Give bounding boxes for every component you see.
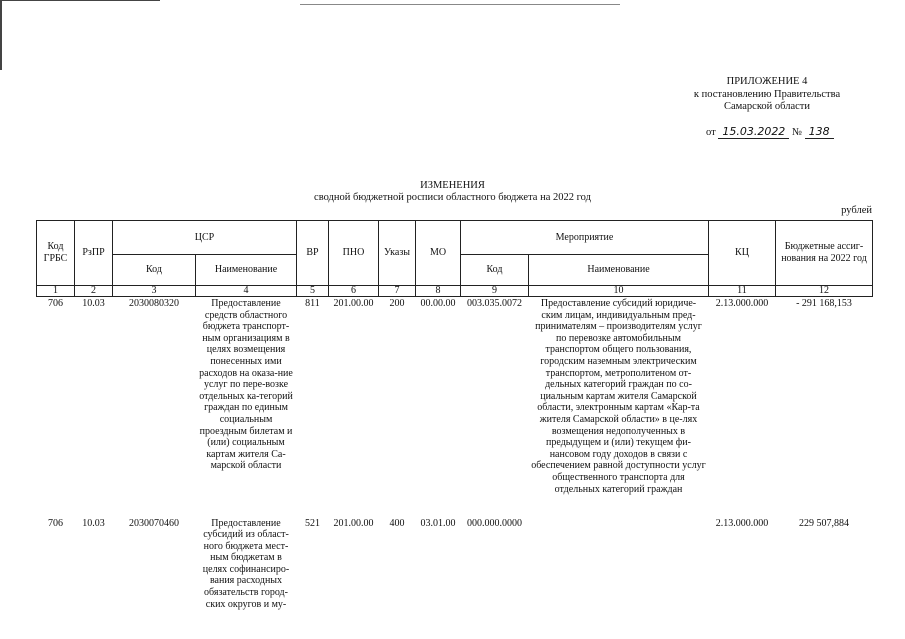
cell-amount: - 291 168,153 <box>796 298 852 309</box>
decree-number: 138 <box>805 125 834 139</box>
document-title <box>0 180 905 204</box>
header-kc: КЦ <box>709 221 776 286</box>
cell-csr-code: 2030080320 <box>129 298 179 309</box>
header-event-code: Код <box>461 255 529 286</box>
cell-csr-code: 2030070460 <box>129 517 179 529</box>
scan-edge-line <box>0 0 2 70</box>
header-csr: ЦСР <box>113 221 297 255</box>
cell-pno: 201.00.00 <box>333 517 374 529</box>
budget-changes-table <box>36 220 873 617</box>
cell-event-code: 003.035.0072 <box>467 298 522 309</box>
cell-csr-name: Предоставление средств областного бюджета транспорт-ным организациям в целях возмещения понесенных ими расходов на оказа-ние услуг по пере-возке отдельных ка-тегорий граждан по единым социальным проездным билетам и (или) социальным картам жителя Са-марской области <box>199 298 293 472</box>
cell-amount: 229 507,884 <box>799 517 849 529</box>
decree-date-line <box>706 125 834 138</box>
cell-ukazy: 200 <box>389 298 405 309</box>
cell-event-name <box>529 517 709 617</box>
column-index: 6 <box>329 286 379 297</box>
column-index: 12 <box>776 286 873 297</box>
cell-mo: 03.01.00 <box>420 517 456 529</box>
column-index: 5 <box>297 286 329 297</box>
title-heading: ИЗМЕНЕНИЯ <box>420 180 485 191</box>
scan-top-line <box>0 0 160 1</box>
title-subheading: сводной бюджетной росписи областного бюджета на 2022 год <box>314 192 591 203</box>
cell-ukazy: 400 <box>389 517 405 529</box>
cell-csr-name: Предоставление субсидий из област-ного бюджета мест-ным бюджетам в целях софинансиро-вания расходных обязательств город-ских округов и му- <box>202 517 290 610</box>
appendix-block <box>597 76 857 114</box>
table-row <box>37 517 873 617</box>
column-index: 7 <box>379 286 416 297</box>
appendix-title: ПРИЛОЖЕНИЕ 4 <box>726 76 808 87</box>
number-prefix: № <box>791 127 802 138</box>
appendix-subtitle: к постановлению Правительства <box>693 88 841 100</box>
cell-event-name: Предоставление субсидий юридиче-ским лицам, индивидуальным пред-принимателям – производителям услуг по перевозке автомобильным транспортом общего пользования, городским наземным электрическим транспортом, метрополитеном от-дельных категорий граждан по со-циальным картам жителя Самарской области, электронным картам «Кар-та жителя Самарской области» в це-лях возмещения недополученных в предыдущем и (или) текущем фи-нансовом году доходов в связи с обеспечением равной доступности услуг общественного транспорта для отдельных категорий граждан <box>531 298 706 495</box>
column-index: 1 <box>37 286 75 297</box>
cell-grbs: 706 <box>48 298 63 309</box>
cell-rzpr: 10.03 <box>82 298 105 309</box>
header-csr-code: Код <box>113 255 196 286</box>
cell-grbs: 706 <box>48 517 63 529</box>
column-index: 11 <box>709 286 776 297</box>
header-grbs: Код ГРБС <box>37 221 75 286</box>
column-index: 10 <box>529 286 709 297</box>
header-event: Мероприятие <box>461 221 709 255</box>
currency-unit: рублей <box>841 205 872 216</box>
header-ukazy: Указы <box>379 221 416 286</box>
cell-rzpr: 10.03 <box>82 517 105 529</box>
column-index: 8 <box>416 286 461 297</box>
decree-date: 15.03.2022 <box>718 125 789 139</box>
header-budget: Бюджетные ассиг-нования на 2022 год <box>776 221 873 286</box>
table-row <box>37 297 873 517</box>
column-index: 3 <box>113 286 196 297</box>
scan-top-line <box>300 4 620 5</box>
header-mo: МО <box>416 221 461 286</box>
column-index: 4 <box>196 286 297 297</box>
cell-kc: 2.13.000.000 <box>715 517 769 529</box>
header-csr-name: Наименование <box>196 255 297 286</box>
cell-pno: 201.00.00 <box>333 298 374 309</box>
header-rzpr: РзПР <box>75 221 113 286</box>
header-vr: ВР <box>297 221 329 286</box>
cell-vr: 811 <box>305 298 320 309</box>
header-event-name: Наименование <box>529 255 709 286</box>
date-prefix: от <box>706 127 716 138</box>
cell-mo: 00.00.00 <box>420 298 456 309</box>
cell-kc: 2.13.000.000 <box>715 298 769 309</box>
appendix-region: Самарской области <box>724 101 810 112</box>
header-pno: ПНО <box>329 221 379 286</box>
cell-vr: 521 <box>305 517 320 529</box>
column-index: 2 <box>75 286 113 297</box>
cell-event-code: 000.000.0000 <box>467 517 522 529</box>
column-index: 9 <box>461 286 529 297</box>
